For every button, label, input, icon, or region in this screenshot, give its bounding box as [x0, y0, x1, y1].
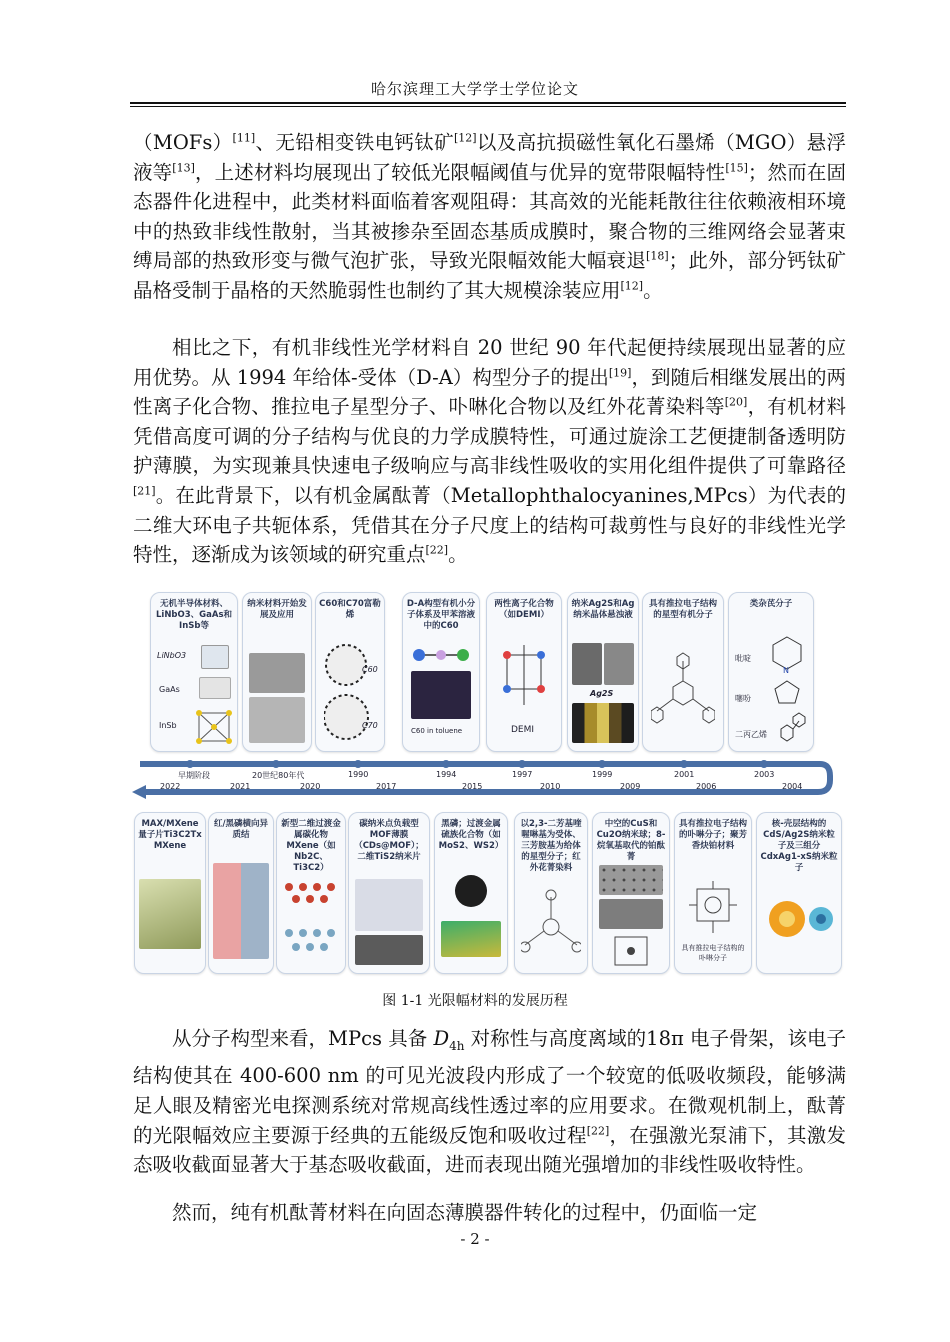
text-run: 对称性与高度离域的18π 电子骨架，该电子结构使其在 400-600 nm 的可见光波段内形成了一个较宽的低吸收频段，能够满足人眼及精密光电探测系统对常规高线性透过率的应用要求。在微观机制上，酞菁的光限幅效应主要源于经典的五能级反饱和吸收过程 — [133, 1027, 846, 1147]
year-label: 2021 — [230, 782, 251, 791]
year-label: 2003 — [754, 770, 775, 779]
card-title: D-A构型有机小分子体系及甲苯溶液中的C60 — [406, 599, 476, 631]
card-title: 纳米材料开始发展及应用 — [247, 599, 307, 620]
running-header: 哈尔滨理工大学学士学位论文 — [370, 80, 579, 98]
sem-image — [355, 935, 423, 965]
card-title: 核-壳层结构的CdS/Ag2S纳米粒子及三组分CdxAg1-xS纳米粒子 — [760, 819, 838, 873]
star-molecule-icon — [651, 651, 715, 741]
card-core-shell — [756, 812, 842, 974]
card-title: 黑磷；过渡金属硫族化合物（如MoS2、WS2） — [438, 819, 504, 851]
card-cds-mof — [348, 812, 430, 974]
label-gaas: GaAs — [159, 685, 180, 694]
sem-image — [572, 643, 602, 685]
card-star-molecules — [642, 592, 724, 752]
citation: [20] — [724, 395, 748, 409]
text-run: 然而，纯有机酞菁材料在向固态薄膜器件转化的过程中，仍面临一定 — [172, 1201, 758, 1224]
card-title: 类杂芪分子 — [749, 599, 793, 609]
figure-development-timeline — [130, 590, 844, 978]
card-ag2s — [567, 592, 639, 752]
core-shell-particle-icon — [763, 883, 837, 953]
tem-image — [249, 697, 305, 743]
text-run: ，到随后相继发展出的两性离子化合物、推拉电子星型分子、卟啉化合物以及红外花菁染料等 — [133, 365, 846, 419]
card-nanomaterials — [242, 592, 312, 752]
year-label: 20世纪80年代 — [252, 771, 305, 780]
symmetry-subscript: 4h — [449, 1038, 465, 1053]
citation: [22] — [586, 1124, 610, 1138]
crystal-image — [201, 645, 229, 669]
text-run: ；然而在固态器件化进程中，此类材料面临着客观阻碍：其高效的光能耗散往往依赖液相环境中的热致非线性散射，当其被掺杂至固态基质成膜时，聚合物的三维网络会显著束缚局部的热致形变与微气泡扩张，导致光限幅效能大幅衰退 — [133, 160, 846, 273]
svg-text:N: N — [783, 666, 789, 675]
label-ag2s: Ag2S — [590, 689, 614, 698]
citation: [22] — [425, 543, 449, 557]
card-cus-nanospheres — [592, 812, 670, 974]
citation: [21] — [133, 484, 156, 498]
year-label: 1990 — [348, 770, 369, 779]
card-title: 两性离子化合物（如DEMI） — [494, 599, 554, 620]
nanosphere-image — [599, 865, 663, 895]
card-title: 红/黑磷横向异质结 — [213, 819, 269, 840]
figure-caption: 图 1-1 光限幅材料的发展历程 — [382, 993, 568, 1009]
crystal-structure-icon — [281, 877, 341, 967]
card-mxene-2d — [276, 812, 346, 974]
fullerene-icon — [324, 637, 376, 747]
label-stilbene: 二丙乙烯 — [735, 730, 767, 739]
text-run: ，有机材料凭借高度可调的分子结构与优良的力学成膜特性，可通过旋涂工艺便捷制备透明防护薄膜，为实现兼具快速电子级响应与高非线性吸收的实用化组件提供了可靠路径 — [133, 395, 846, 478]
card-title: 新型二维过渡金属碳化物MXene（如Nb2C、Ti3C2） — [281, 819, 341, 873]
card-title: 以2,3-二芳基喹喔啉基为受体、三芳胺基为给体的星型分子；红外花菁染料 — [520, 819, 582, 873]
card-title: 纳米Ag2S和Ag纳米晶体悬浊液 — [571, 599, 635, 620]
text-run: 、无铅相变铁电钙钛矿 — [255, 131, 454, 154]
card-da-molecules — [402, 592, 480, 752]
card-title: 中空的CuS和Cu2O纳米球；8-烷氧基取代的铂酞菁 — [596, 819, 666, 862]
paragraph-1 — [133, 128, 846, 306]
sem-image — [604, 643, 634, 685]
d-a-scheme-icon — [411, 645, 471, 665]
band-diagram — [213, 863, 269, 959]
tem-image — [249, 653, 305, 693]
mof-render — [355, 879, 423, 931]
suspension-photo — [572, 703, 634, 743]
year-label: 2009 — [620, 782, 641, 791]
card-black-phosphorus — [434, 812, 508, 974]
star-molecule-icon — [521, 889, 581, 967]
label-c60-toluene: C60 in toluene — [411, 727, 463, 735]
year-label: 2001 — [674, 770, 695, 779]
card-quinoxaline-star — [514, 812, 588, 974]
text-run: 。 — [643, 278, 663, 302]
text-run: 相比之下，有机非线性光学材料自 20 世纪 90 年代起便持续展现出显著的应用优势。从 1994 年给体-受体（D-A）构型分子的提出 — [133, 336, 846, 389]
card-title: 碳纳米点负载型MOF薄膜（CDs@MOF）；二维TiS2纳米片 — [354, 819, 424, 862]
card-title: 具有推拉电子结构的卟啉分子；聚芳香炔铂材料 — [678, 819, 747, 851]
symmetry-symbol: D — [433, 1027, 450, 1050]
porphyrin-icon — [685, 879, 741, 937]
card-title: C60和C70富勒烯 — [319, 599, 381, 620]
page-number: - 2 - — [460, 1230, 490, 1248]
paragraph-4 — [133, 1198, 846, 1228]
label-insb: InSb — [159, 721, 177, 730]
text-run: ，在强激光泵浦下，其激发态吸收截面显著大于基态吸收截面，进而表现出随光强增加的非线性吸收特性。 — [133, 1123, 846, 1177]
year-label: 2022 — [160, 782, 181, 791]
citation: [11] — [232, 131, 256, 145]
label-demi: DEMI — [511, 725, 535, 735]
year-label: 2020 — [300, 782, 321, 791]
card-early-inorganic — [150, 592, 238, 752]
year-label: 2006 — [696, 782, 717, 791]
citation: [12] — [620, 279, 644, 293]
year-label: 2017 — [376, 782, 397, 791]
citation: [12] — [453, 131, 477, 145]
year-label: 1999 — [592, 770, 613, 779]
paragraph-3 — [133, 1024, 846, 1180]
label-pyridine: 吡啶 — [735, 654, 751, 663]
text-run: ；此外，部分钙钛矿晶格受制于晶格的天然脆弱性也制约了其大规模涂装应用 — [133, 249, 846, 302]
year-label: 1994 — [436, 770, 457, 779]
text-run: 。 — [448, 543, 468, 567]
card-mxene-qd — [134, 812, 206, 974]
label-thiophene: 噻吩 — [735, 694, 751, 703]
year-label: 2015 — [462, 782, 483, 791]
citation: [15] — [725, 161, 748, 175]
card-phosphorus-heterojunction — [208, 812, 274, 974]
mxene-render — [139, 879, 201, 949]
text-run: 以及高抗损磁性氧化石墨烯（MGO）悬浮液等 — [133, 131, 846, 184]
year-label: 1997 — [512, 770, 533, 779]
paragraph-2 — [133, 333, 846, 570]
card-fullerene — [315, 592, 385, 752]
phthalocyanine-icon — [607, 933, 655, 969]
vial-photo — [411, 671, 471, 719]
demi-structure-icon — [497, 645, 551, 715]
year-label: 2010 — [540, 782, 561, 791]
card-stilbene-like — [728, 592, 814, 752]
card-title: MAX/MXene量子片Ti3C2Tx MXene — [138, 819, 202, 851]
label-c70: C70 — [362, 721, 378, 730]
card-title: 无机半导体材料、LiNbO3、GaAs和InSb等 — [155, 599, 233, 631]
citation: [18] — [646, 249, 669, 263]
text-run: （MOFs） — [133, 131, 233, 154]
card-porphyrin — [674, 812, 752, 974]
year-label: 2004 — [782, 782, 803, 791]
label-porphyrin: 具有推拉电子结构的卟啉分子 — [681, 944, 745, 962]
card-zwitterion — [486, 592, 562, 752]
citation: [19] — [608, 366, 632, 380]
year-label: 早期阶段 — [178, 771, 210, 780]
text-run: ，上述材料均展现出了较低光限幅阈值与优异的宽带限幅特性 — [194, 160, 726, 184]
text-run: 从分子构型来看，MPcs 具备 — [172, 1027, 434, 1050]
lattice-icon — [195, 705, 233, 745]
wafer-image — [199, 677, 231, 699]
thiophene-icon — [773, 679, 801, 705]
citation: [13] — [172, 161, 195, 175]
label-linbo3: LiNbO3 — [157, 651, 187, 660]
text-run: 。在此背景下，以有机金属酞菁（Metallophthalocyanines,MPcs）为代表的二维大环电子共轭体系，凭借其在分子尺度上的结构可裁剪性与良好的非线性光学特性，逐渐成为该领域的研究重点 — [133, 483, 846, 567]
bp-photo — [455, 875, 487, 907]
pyridine-icon — [767, 631, 807, 677]
label-c60: C60 — [362, 665, 378, 674]
header-rule-thick — [130, 102, 846, 104]
card-title: 具有推拉电子结构的星型有机分子 — [648, 599, 717, 620]
header-rule-thin — [130, 106, 846, 107]
mos2-render — [441, 921, 501, 957]
sem-image — [599, 899, 663, 929]
stilbene-icon — [773, 709, 809, 743]
